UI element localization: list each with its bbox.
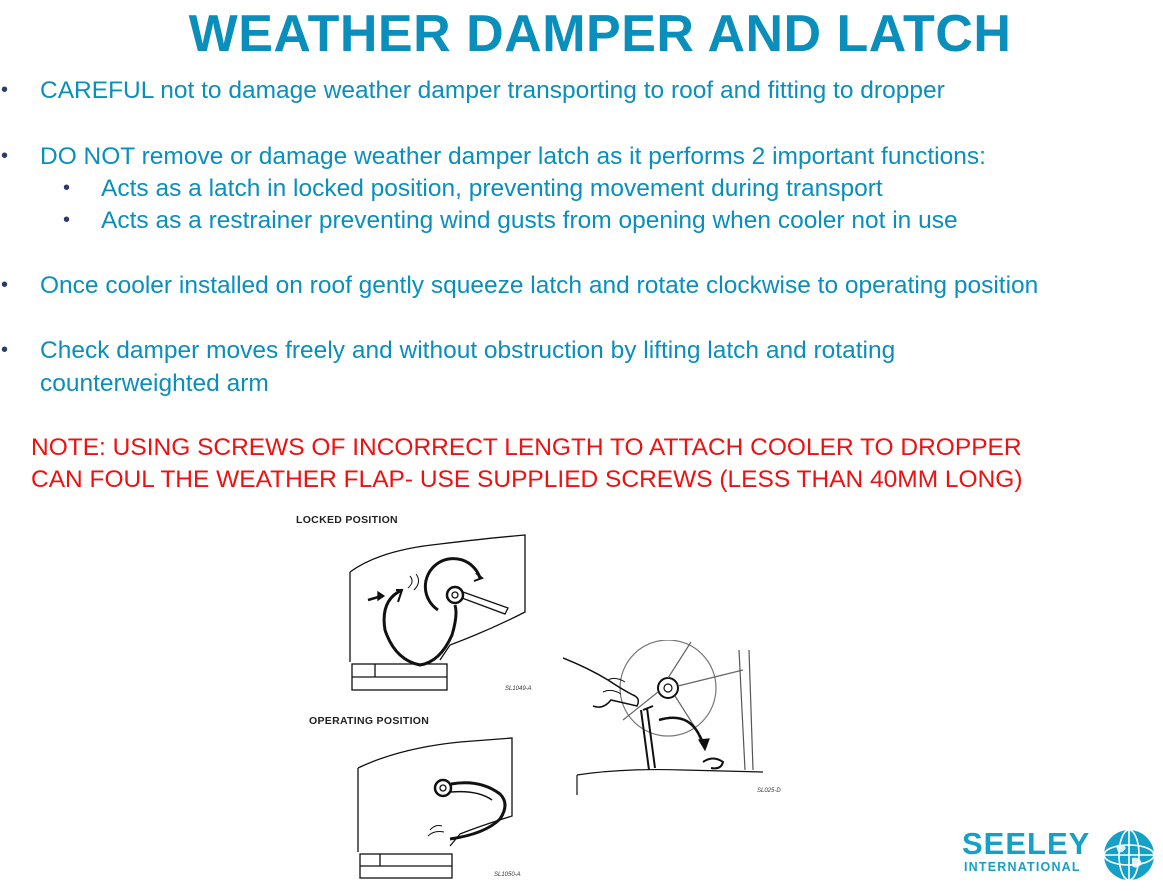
locked-figure-code: SL1049-A	[505, 686, 532, 692]
hand-figure-code: SL025-D	[757, 788, 781, 794]
bullet-dot: •	[63, 177, 71, 199]
bullet-dot: •	[1, 79, 9, 101]
bullet-text: counterweighted arm	[40, 370, 269, 397]
bullet-check-damper	[1, 334, 896, 367]
seeley-logo	[960, 826, 1160, 886]
bullet-once-installed	[1, 269, 1039, 302]
bullet-text: Check damper moves freely and without obstruction by lifting latch and rotating	[40, 337, 896, 364]
logo-wordmark: SEELEY	[962, 826, 1091, 861]
bullet-text: Acts as a restrainer preventing wind gusts from opening when cooler not in use	[101, 207, 958, 234]
bullet-text: Once cooler installed on roof gently squeeze latch and rotate clockwise to operating position	[40, 272, 1039, 299]
bullet-dot: •	[1, 145, 9, 167]
bullet-dot: •	[63, 209, 71, 231]
sub-bullet-restrainer	[63, 204, 958, 237]
bullet-careful	[1, 74, 945, 107]
bullet-check-damper-continued	[40, 367, 269, 400]
bullet-dot: •	[1, 339, 9, 361]
bullet-text: Acts as a latch in locked position, preventing movement during transport	[101, 175, 883, 202]
operating-figure-code: SL1050-A	[494, 872, 521, 878]
hand-latch-diagram	[563, 640, 773, 800]
note-line: CAN FOUL THE WEATHER FLAP- USE SUPPLIED SCREWS (LESS THAN 40MM LONG)	[31, 466, 1023, 493]
slide-title: WEATHER DAMPER AND LATCH	[188, 5, 1012, 63]
sub-bullet-latch	[63, 172, 883, 205]
note-line: NOTE: USING SCREWS OF INCORRECT LENGTH TO ATTACH COOLER TO DROPPER	[31, 434, 1022, 461]
logo-subtitle: INTERNATIONAL	[964, 860, 1081, 874]
operating-position-label: OPERATING POSITION	[309, 715, 430, 727]
bullet-text: CAREFUL not to damage weather damper transporting to roof and fitting to dropper	[40, 77, 945, 104]
bullet-do-not-remove	[1, 140, 986, 173]
bullet-dot: •	[1, 274, 9, 296]
locked-position-label: LOCKED POSITION	[296, 514, 398, 526]
warning-note	[31, 432, 1023, 496]
globe-icon	[1102, 828, 1156, 882]
locked-position-diagram	[340, 530, 540, 700]
bullet-text: DO NOT remove or damage weather damper latch as it performs 2 important functions:	[40, 143, 986, 170]
operating-position-diagram	[350, 734, 520, 884]
